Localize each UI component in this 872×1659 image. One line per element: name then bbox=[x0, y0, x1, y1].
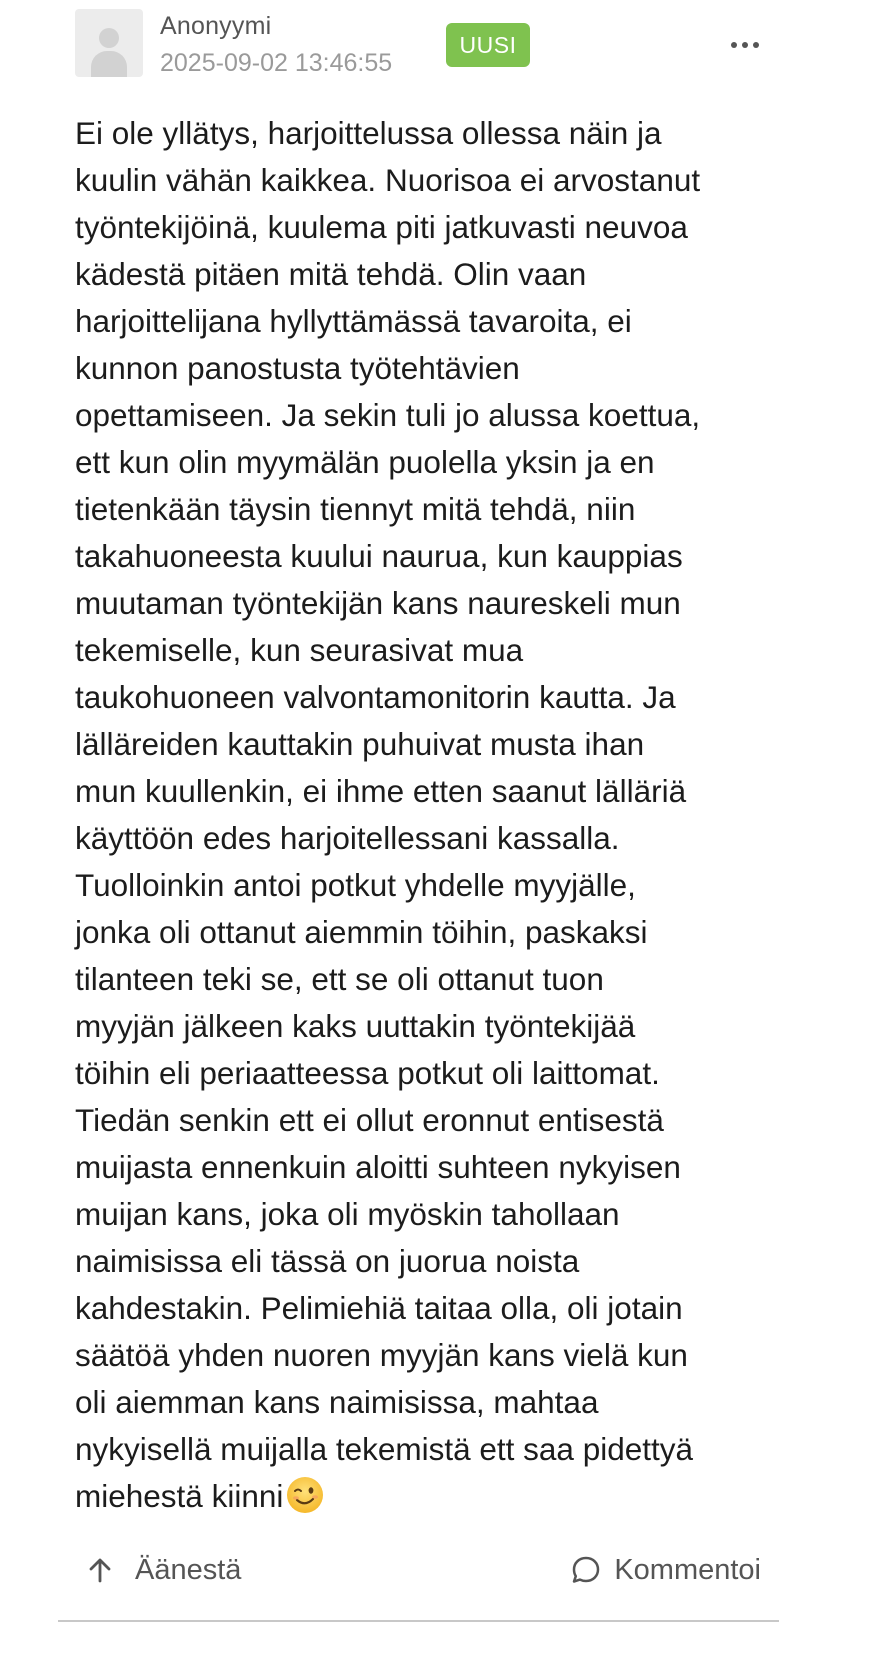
comment-button[interactable] bbox=[570, 1540, 761, 1600]
vote-button[interactable] bbox=[85, 1540, 241, 1600]
avatar-body bbox=[91, 51, 127, 77]
vote-label: Äänestä bbox=[135, 1553, 242, 1586]
comment-label: Kommentoi bbox=[614, 1553, 761, 1586]
avatar-head bbox=[99, 28, 119, 48]
winking-face-icon bbox=[285, 1475, 325, 1515]
post-body-text: Ei ole yllätys, harjoittelussa ollessa näin ja kuulin vähän kaikkea. Nuorisoa ei arvostanut työntekijöinä, kuulema piti jatkuvasti neuvoa kädestä pitäen mitä tehdä. Olin vaan harjoittelijana hyllyttämässä tavaroita, ei kunnon panostusta työtehtävien opettamiseen. Ja sekin tuli jo alussa koettua, ett kun olin myymälän puolella yksin ja en tietenkään täysin tiennyt mitä tehdä, niin takahuoneesta kuului naurua, kun kauppias muutaman työntekijän kans naureskeli mun tekemiselle, kun seurasivat mua taukohuoneen valvontamonitorin kautta. Ja lälläreiden kauttakin puhuivat musta ihan mun kuullenkin, ei ihme etten saanut lälläriä käyttöön edes harjoitellessani kassalla. Tuolloinkin antoi potkut yhdelle myyjälle, jonka oli ottanut aiemmin töihin, paskaksi tilanteen teki se, ett se oli ottanut tuon myyjän jälkeen kaks uuttakin työntekijää töihin eli periaatteessa potkut oli laittomat. Tiedän senkin ett ei ollut eronnut entisestä muijasta ennenkuin aloitti suhteen nykyisen muijan kans, joka oli myöskin tahollaan naimisissa eli tässä on juorua noista kahdestakin. Pelimiehiä taitaa olla, oli jotain säätöä yhden nuoren myyjän kans vielä kun oli aiemman kans naimisissa, mahtaa nykyisellä muijalla tekemistä ett saa pidettyä miehestä kiinni bbox=[75, 115, 701, 1514]
more-icon bbox=[731, 42, 737, 48]
post-actions bbox=[75, 1540, 761, 1600]
comment-bubble-icon bbox=[570, 1554, 602, 1586]
avatar bbox=[75, 9, 143, 77]
more-icon-dot bbox=[742, 42, 748, 48]
arrow-up-icon bbox=[85, 1555, 115, 1585]
new-badge: UUSI bbox=[446, 23, 530, 67]
post-timestamp: 2025-09-02 13:46:55 bbox=[160, 49, 393, 77]
author-name: Anonyymi bbox=[160, 12, 272, 40]
post-body bbox=[75, 110, 761, 1520]
more-options-button[interactable] bbox=[725, 28, 765, 62]
divider bbox=[58, 1620, 779, 1622]
more-icon-dot bbox=[753, 42, 759, 48]
